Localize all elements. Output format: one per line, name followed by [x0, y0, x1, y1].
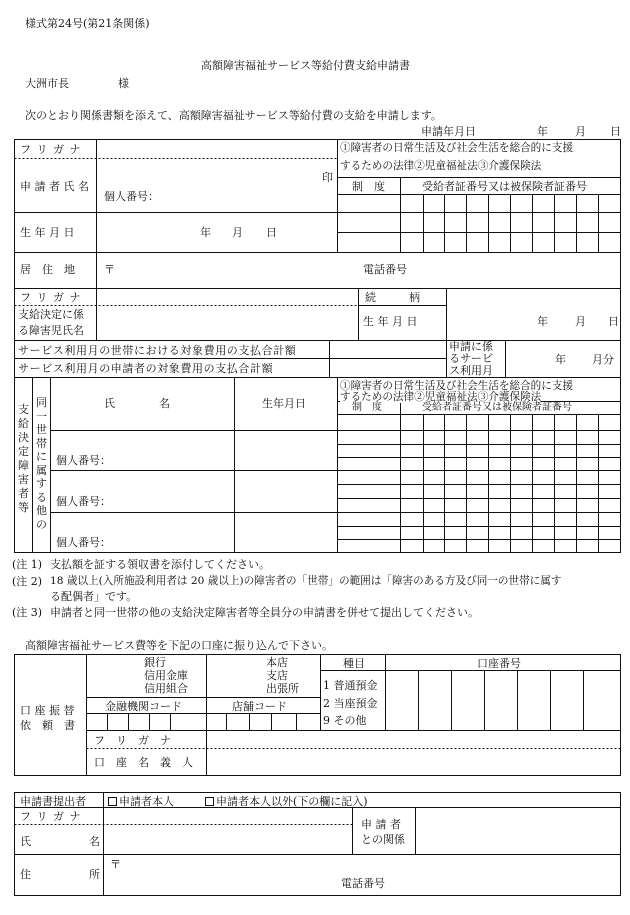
- branch-type-1: 本店: [266, 656, 288, 669]
- household-mynumber-3: 個人番号：: [56, 536, 111, 549]
- checkbox-other[interactable]: [205, 797, 214, 806]
- branch-code-label: 店舗コード: [232, 700, 287, 713]
- furigana-label: フ リ ガ ナ: [20, 143, 82, 156]
- note-1-label: (注 1): [12, 558, 43, 571]
- address-label: 居 住 地: [20, 263, 75, 276]
- submitter-label: 申請書提出者: [20, 795, 86, 808]
- bank-type-1: 銀行: [144, 656, 166, 669]
- child-birth-day: 日: [608, 315, 619, 328]
- household-law-line2-visible: するための法律②児童福祉法③介護保険法: [340, 391, 542, 403]
- child-name-label-2: る障害児氏名: [18, 324, 84, 337]
- side1-char: 等: [18, 501, 29, 514]
- side1-char: 決: [18, 431, 29, 444]
- child-birth-year: 年: [537, 315, 548, 328]
- submitter-address-label-2: 所: [89, 868, 100, 881]
- side2-char: 同: [36, 396, 47, 409]
- child-furigana-label: フ リ ガ ナ: [20, 291, 82, 304]
- submitter-option-self-label: 申請者本人: [119, 795, 174, 808]
- submitter-furigana-label: フ リ ガ ナ: [20, 810, 82, 823]
- side1-char: 者: [18, 487, 29, 500]
- note-2-text-a: 18 歳以上(入所施設利用者は 20 歳以上)の障害者の「世帯」の範囲は「障害のある方及び同一の世帯に属す: [50, 575, 562, 587]
- household-seido-header: 制 度: [352, 402, 382, 413]
- service-month-label-3: ス利用月: [449, 364, 493, 377]
- bank-label-2: 依 頼 書: [20, 719, 75, 732]
- side1-char: 障: [18, 459, 29, 472]
- household-law-line1: ①障害者の日常生活及び社会生活を総合的に支援: [340, 380, 574, 392]
- bank-label-1: 口 座 振 替: [20, 704, 75, 717]
- household-mynumber-1: 個人番号：: [56, 454, 111, 467]
- note-1-text: 支払額を証する領収書を添付してください。: [50, 558, 270, 571]
- household-name-header: 氏 名: [104, 397, 170, 410]
- branch-type-3: 出張所: [266, 682, 299, 695]
- form-number: 様式第24号(第21条関係): [25, 17, 150, 30]
- service-month-bun: 月分: [592, 353, 614, 366]
- mynumber-label: 個人番号：: [104, 190, 159, 203]
- household-birth-header: 生年月日: [262, 397, 306, 410]
- phone-label: 電話番号: [363, 263, 407, 276]
- total-household-label: サービス利用月の世帯における対象費用の支払合計額: [18, 344, 297, 357]
- date-day: 日: [610, 125, 621, 138]
- side2-char: 世: [36, 423, 47, 436]
- note-3-label: (注 3): [12, 606, 43, 619]
- law-text-line2: するための法律②児童福祉法③介護保険法: [340, 160, 542, 172]
- date-month: 月: [575, 125, 586, 138]
- submitter-relation-2: との関係: [361, 833, 405, 846]
- applicant-name-label: 申 請 者 氏 名: [20, 180, 89, 193]
- submitter-option-other[interactable]: [205, 796, 368, 807]
- account-type-opt-1: 1 普通預金: [323, 679, 378, 692]
- cert-header: 受給者証番号又は被保険者証番号: [422, 180, 587, 193]
- side2-char: す: [36, 477, 47, 490]
- intro-text: 次のとおり関係書類を添えて、高額障害福祉サービス等給付費の支給を申請します。: [25, 109, 442, 122]
- seido-header: 制 度: [352, 180, 385, 193]
- submitter-name-label-2: 名: [89, 835, 100, 848]
- side2-char: 一: [36, 409, 47, 423]
- submitter-option-self[interactable]: [108, 796, 174, 807]
- household-mynumber-2: 個人番号：: [56, 495, 111, 508]
- account-type-header: 種目: [343, 657, 365, 670]
- child-name-label-1: 支給決定に係: [18, 308, 84, 321]
- date-year: 年: [537, 125, 548, 138]
- bank-intro: 高額障害福祉サービス費等を下記の口座に振り込んで下さい。: [25, 639, 333, 652]
- household-cert-header: 受給者証番号又は被保険者証番号: [422, 402, 572, 413]
- side2-char: 帯: [36, 436, 47, 450]
- birth-label: 生 年 月 日: [20, 226, 75, 239]
- birth-month: 月: [232, 226, 243, 239]
- side2-char: 他: [36, 504, 47, 517]
- date-label: 申請年月日: [421, 125, 476, 138]
- total-applicant-label: サービス利用月の申請者の対象費用の支払合計額: [18, 362, 274, 375]
- branch-type-2: 支店: [266, 669, 288, 682]
- child-birth-label: 生 年 月 日: [363, 315, 418, 328]
- service-month-year: 年: [555, 353, 566, 366]
- account-type-opt-2: 2 当座預金: [323, 697, 378, 710]
- submitter-postal-mark: 〒: [110, 858, 121, 871]
- child-birth-month: 月: [575, 315, 586, 328]
- relation-label: 続 柄: [365, 291, 420, 304]
- note-3-text: 申請者と同一世帯の他の支給決定障害者等全員分の申請書を併せて提出してください。: [50, 606, 479, 619]
- bank-type-3: 信用組合: [144, 682, 188, 695]
- side1-char: 害: [18, 473, 29, 486]
- bank-code-label: 金融機関コード: [105, 700, 182, 713]
- account-type-opt-3: 9 その他: [323, 714, 367, 727]
- birth-year: 年: [200, 226, 211, 239]
- bank-furigana-label: フ リ ガ ナ: [94, 734, 171, 747]
- page-title: 高額障害福祉サービス等給付費支給申請書: [201, 59, 410, 72]
- service-month-label-1: 申請に係: [449, 340, 493, 353]
- side1-char: 定: [18, 445, 29, 458]
- side2-char: に: [36, 450, 47, 463]
- note-2-text-b: る配偶者」です。: [50, 590, 138, 603]
- law-text-line1: ①障害者の日常生活及び社会生活を総合的に支援: [340, 142, 574, 154]
- note-2-label: (注 2): [12, 575, 43, 588]
- side2-char: 属: [36, 463, 47, 477]
- side1-char: 支: [18, 403, 29, 416]
- service-month-label-2: るサービ: [449, 352, 493, 365]
- submitter-address-label-1: 住: [20, 868, 31, 881]
- postal-mark: 〒: [104, 263, 115, 276]
- submitter-option-other-label: 申請者本人以外(下の欄に記入): [216, 795, 368, 808]
- birth-day: 日: [266, 226, 277, 239]
- submitter-phone-label: 電話番号: [341, 877, 385, 890]
- submitter-relation-1: 申 請 者: [361, 818, 401, 831]
- side2-char: る: [36, 490, 47, 504]
- side1-char: 給: [18, 417, 29, 430]
- account-holder-label: 口 座 名 義 人: [94, 756, 193, 769]
- bank-type-2: 信用金庫: [144, 669, 188, 682]
- submitter-name-label-1: 氏: [20, 835, 31, 848]
- account-number-header: 口座番号: [477, 657, 521, 670]
- addressee: 大洲市長: [25, 77, 69, 90]
- seal-mark: 印: [322, 171, 333, 184]
- checkbox-self[interactable]: [108, 797, 117, 806]
- addressee-sama: 様: [118, 77, 129, 90]
- side2-char: の: [36, 517, 47, 531]
